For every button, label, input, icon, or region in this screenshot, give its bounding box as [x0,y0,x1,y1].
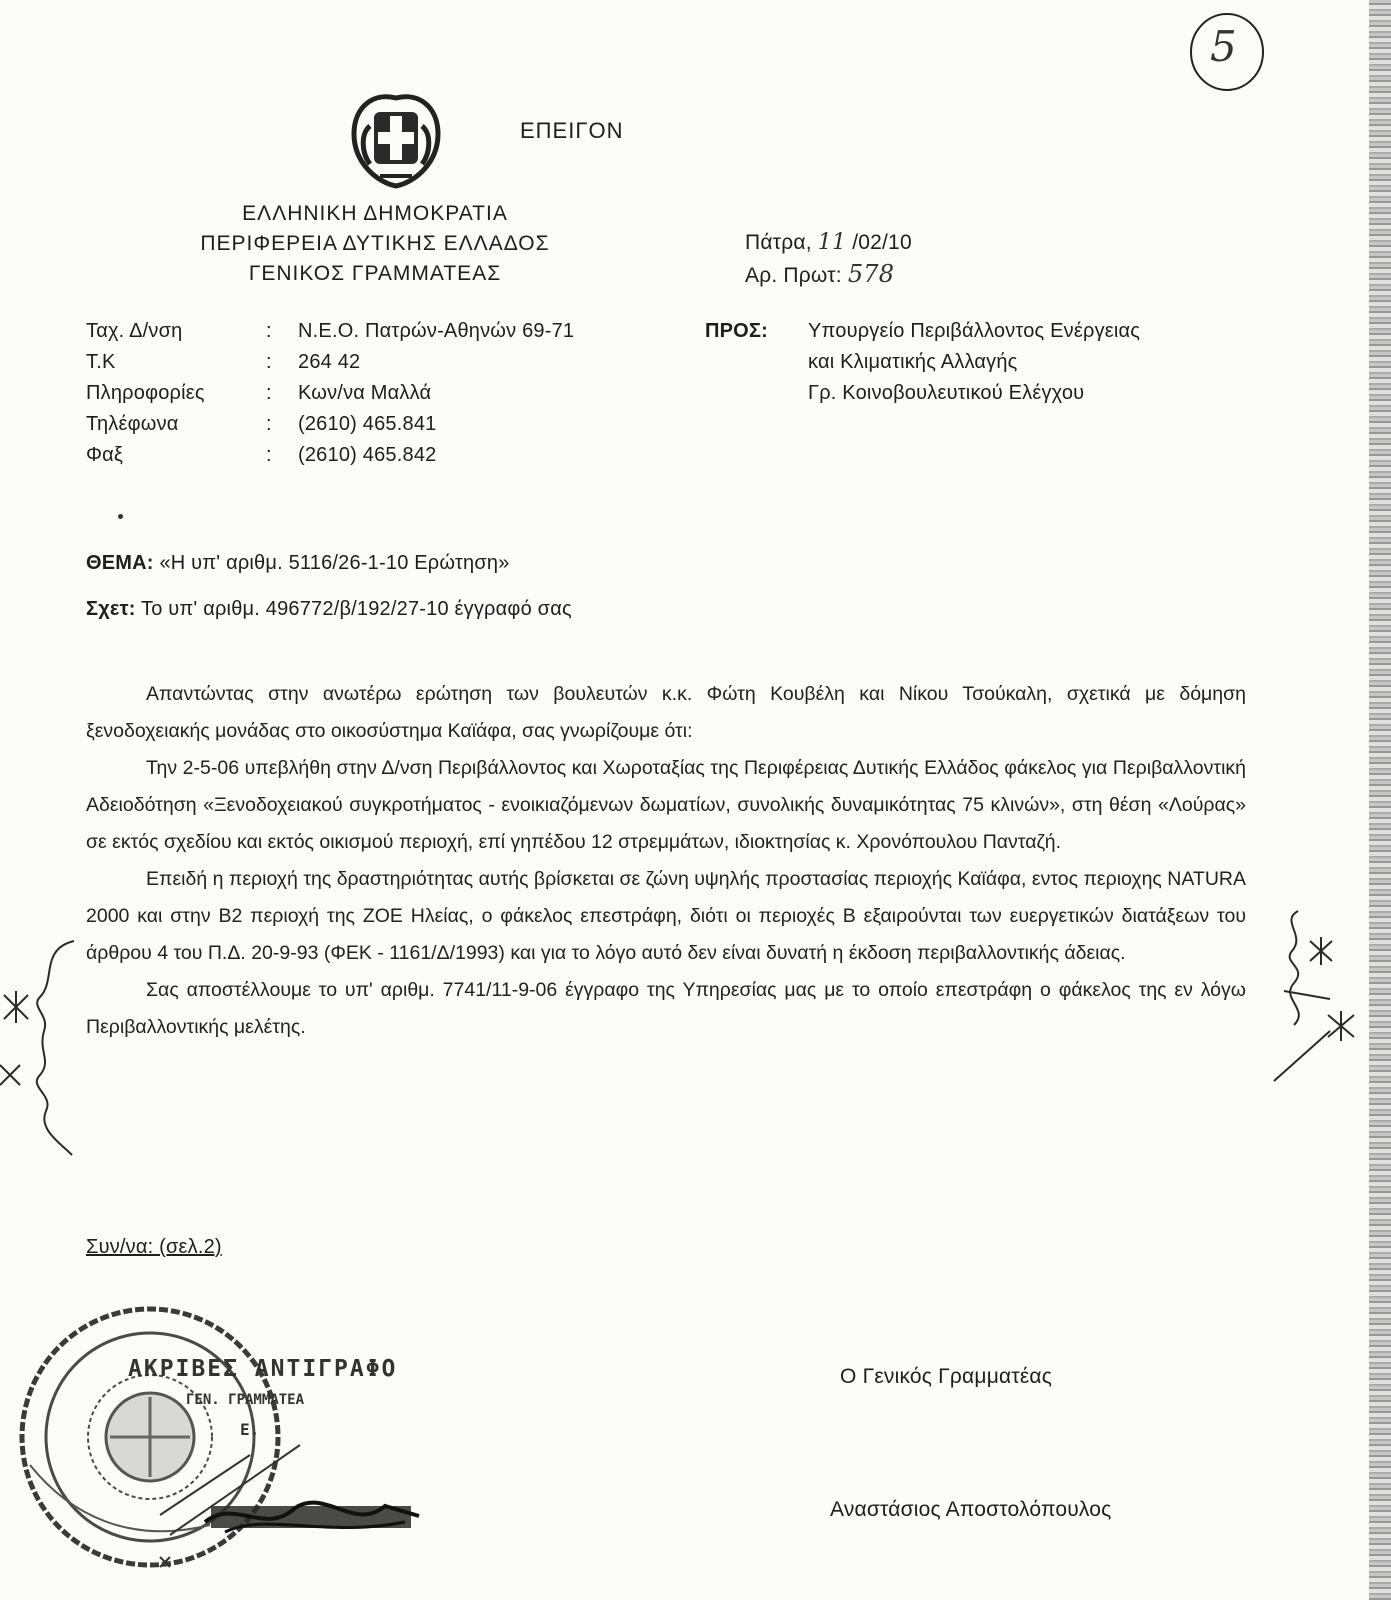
contact-label: Ταχ. Δ/νση [86,320,183,342]
contact-label: Τηλέφωνα [86,413,179,435]
signatory-name: Αναστάσιος Αποστολόπουλος [830,1498,1112,1521]
recipient-line: Γρ. Κοινοβουλευτικού Ελέγχου [808,382,1085,404]
subject-text: «Η υπ' αριθμ. 5116/26-1-10 Ερώτηση» [159,552,510,574]
recipient-line: και Κλιματικής Αλλαγής [808,351,1018,373]
stamp-line-2: ΓΕΝ. ΓΡΑΜΜΑΤΕΑ [186,1392,305,1408]
body-paragraph: Απαντώντας στην ανωτέρω ερώτηση των βουλευτών κ.κ. Φώτη Κουβέλη και Νίκου Τσούκαλη, σχετικά με δόμηση ξενοδοχειακής μονάδας στο οικοσύστημα Καϊάφα, σας γνωρίζουμε ότι: [86,683,1246,742]
protocol-label: Αρ. Πρωτ: [745,264,842,287]
contact-label: Φαξ [86,444,124,466]
scan-dot [118,514,123,519]
contact-value: Κων/να Μαλλά [298,382,432,404]
body-paragraph: Την 2-5-06 υπεβλήθη στην Δ/νση Περιβάλλοντος και Χωροταξίας της Περιφέρειας Δυτικής Ελλάδος φάκελος για Περιβαλλοντική Αδειοδότηση «Ξενοδοχειακού συγκροτήματος - ενοικιαζόμενων δωματίων, συνολικής δυναμικότητας 75 κλινών», στη θέση «Λούρας» σε εκτός σχεδίου και εκτός οικισμού περιοχή, επί γηπέδου 12 στρεμμάτων, ιδιοκτησίας κ. Χρονόπουλου Πανταζή. [86,757,1246,853]
authority-line-2: ΠΕΡΙΦΕΡΕΙΑ ΔΥΤΙΚΗΣ ΕΛΛΑΔΟΣ [200,232,550,255]
scan-edge-artifact [1369,0,1391,1600]
date [745,230,912,255]
contact-value: Ν.Ε.Ο. Πατρών-Αθηνών 69-71 [298,320,575,342]
protocol [745,260,894,288]
contact-value: 264 42 [298,351,361,373]
date-day: 11 [817,230,847,255]
priority-label: ΕΠΕΙΓΟΝ [520,118,624,143]
subject-line [86,552,510,575]
reference-text: Το υπ' αριθμ. 496772/β/192/27-10 έγγραφό σας [141,598,572,620]
date-rest: /02/10 [852,231,912,254]
contact-label: Πληροφορίες [86,382,205,404]
recipient-label: ΠΡΟΣ: [705,320,769,342]
date-label: Πάτρα, [745,231,812,254]
page-number: 5 [1210,22,1237,71]
contact-label: Τ.Κ [86,351,116,373]
reference-label: Σχετ: [86,598,136,620]
attachments-note: Συν/να: (σελ.2) [86,1236,222,1258]
greek-emblem-icon [340,90,452,190]
handwritten-signature-icon [205,1492,420,1542]
margin-brace-left-icon [0,935,80,1165]
recipient-line: Υπουργείο Περιβάλλοντος Ενέργειας [808,320,1141,342]
recipient-block [808,320,1140,413]
protocol-number: 578 [847,260,895,288]
signatory-role: Ο Γενικός Γραμματέας [840,1365,1053,1388]
contact-value: (2610) 465.842 [298,444,437,466]
body-text [86,676,1246,1046]
contact-value: (2610) 465.841 [298,413,437,435]
body-paragraph: Σας αποστέλλουμε το υπ' αριθμ. 7741/11-9-06 έγγραφο της Υπηρεσίας μας με το οποίο επεστράφη ο φάκελος της εν λόγω Περιβαλλοντικής μελέτης. [86,979,1246,1038]
margin-brace-right-icon [1270,905,1370,1085]
authority-line-1: ΕΛΛΗΝΙΚΗ ΔΗΜΟΚΡΑΤΙΑ [242,202,508,225]
stamp-line-3: Ε. [240,1420,260,1439]
body-paragraph: Επειδή η περιοχή της δραστηριότητας αυτής βρίσκεται σε ζώνη υψηλής προστασίας περιοχής Καϊάφα, εντος περιοχης NATURA 2000 και στην Β2 περιοχή της ΖΟΕ Ηλείας, ο φάκελος επεστράφη, διότι οι περιοχές Β εξαιρούνται των ευεργετικών διατάξεων του άρθρου 4 του Π.Δ. 20-9-93 (ΦΕΚ - 1161/Δ/1993) και για το λόγο αυτό δεν είναι δυνατή η έκδοση περιβαλλοντικής άδειας. [86,868,1246,964]
authority-line-3: ΓΕΝΙΚΟΣ ΓΡΑΜΜΑΤΕΑΣ [248,262,502,285]
subject-label: ΘΕΜΑ: [86,552,154,574]
stamp-line-1: ΑΚΡΙΒΕΣ ΑΝΤΙΓΡΑΦΟ [128,1356,398,1382]
reference-line [86,598,572,621]
